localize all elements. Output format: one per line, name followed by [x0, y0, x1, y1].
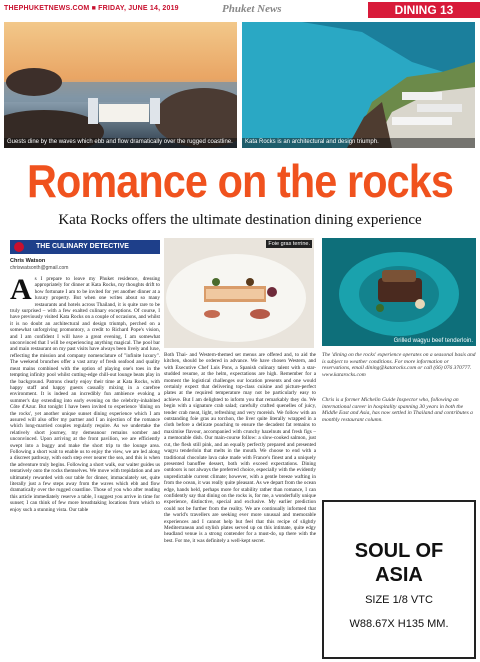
photo-caption: Grilled wagyu beef tenderloin.	[393, 338, 473, 344]
advert-box	[322, 500, 476, 659]
photo-foie-gras	[164, 238, 314, 348]
photo-caption: Kata Rocks is an architectural and design triumph.	[245, 139, 379, 145]
masthead-logo: Phuket News	[222, 3, 282, 15]
detective-icon	[14, 242, 24, 252]
photo-kata-rocks-aerial	[242, 22, 475, 148]
drop-cap: A	[10, 276, 32, 306]
photo-caption: Guests dine by the waves which ebb and flow dramatically over the rugged coastline.	[7, 139, 233, 145]
photo-wagyu-beef	[322, 238, 476, 346]
photo-dining-on-rocks	[4, 22, 237, 148]
section-tab: DINING 13	[368, 2, 480, 18]
header-dateline: THEPHUKETNEWS.COM ■ FRIDAY, JUNE 14, 2019	[4, 5, 179, 12]
advert-size: SIZE 1/8 VTC	[365, 594, 433, 606]
photo-label: Foie gras terrine.	[268, 241, 310, 247]
advert-title-2: ASIA	[375, 564, 423, 586]
author-name: Chris Watson	[10, 258, 46, 264]
article-column-1	[10, 276, 160, 658]
article-column-2	[164, 352, 316, 658]
headline: Romance on the rocks	[26, 155, 454, 207]
article-text-2: Both Thai- and Western-themed set menus are offered and, to aid the kitchen, should be ordered in advance. We have chosen Western, and with Executive Chef Luis Pons, a Spanish culinary talent with a star-studded resume, at the helm, expectations are high. Remember for a moment the logistical challenges our location presents and one would certainly expect that delivering top-class cuisine and picture-perfect plates at the required temperature may not be particularly easy to achieve. But I am delighted to inform you that remarkably they do. We begin with a signature crab salad; carefully crafted quenelles of juicy, tender crab meat, light, refreshing and very moreish. We follow with an outstanding foie gras au torchon, the liver quite literally wrapped in a cloth before a delicate poaching to ensure the decadent fat remains to maximise flavour, accompanied with crunchy hazelnuts and fresh figs – a memorable dish. Our main-course follow: a slow-cooked salmon, just cut, the flesh still pink, and an equally perfectly prepared and presented wagyu tenderloin that melts in the mouth. We choose to end with a traditional chocolate lava cake made with France's finest and a uniquely presented banoffee dessert, both with exceed expectations. Dining outdoors is not always the preferred choice, especially with the evidently unpredictable current climate; however, with a gentle breeze wafting in from the ocean, it was really quite pleasant. As we depart from the ocean edge, hands held, perhaps more for stability rather than romance, I can confidently say that dining on the rocks is, for me, a wonderfully unique experience, distinctive, special and exclusive. My earlier prediction could not be further from the reality. We are continually informed that the world's travellers are seeking ever more unusual and memorable experiences and I cannot help but feel that this recipe of slightly Mediterranean and stylish plates served up on this intimate, quite edgy headland venue is a strong contender for a must-do, up there with the best. For me, it was definitely a well-kept secret.	[164, 352, 316, 544]
column-badge-label: THE CULINARY DETECTIVE	[36, 243, 129, 250]
info-box: The 'dining on the rocks' experience operates on a seasonal basis and is subject to weather conditions. For more information or reservations, email dining@katarocks.com or call (66) 076 370777. www.katarocks.com	[322, 352, 476, 378]
page-header	[0, 0, 480, 20]
column-badge	[10, 240, 160, 254]
article-text-1: s I prepare to leave my Phuket residence, dressing appropriately for dinner at Kata Rocks, my thoughts drift to how fortunate I am to be invited for yet another dinner at a luxury property. But when one writes about so many restaurants and hotels across Thailand, it is quite rare to be truly surprised – with a few exalted culinary exceptions. Of course, I have previously visited Kata Rocks on a couple of occasions, and whilst it is no doubt an architectural and design triumph, perched on a somewhat unforgiving promontory, a credit to Richard Pope's vision, and I am confident I will have a great evening, I am somewhat unconvinced that I will be experiencing anything magical. The pool bar and main restaurant on my past visits have always been lively and luxe, reflecting the mission and company nomenclature of "infinite luxury". The weekend brunches offer a vast array of fresh seafood and quality meat mains combined with the option of playing one's toes in the tempting infinity pool whilst cutting-edge chill-out lounge beats play in the background. Patrons clearly enjoy their time at Kata Rocks, with happy staff and happy guests casually mixing in a carefree environment. It is indeed an incredibly fun ambience evoking a summer's day extending into early evening on the celebrity-inhabited Côte d'Azur. But tonight I have been invited to experience 'dining on the rocks', yet another unique sunset dining experience which I am assured will also offer my partner and I an injection of the romance which long-married couples regularly require. As we undertake the relatively short journey, my demeanour remains somber and unconvinced. Upon arriving at the front pavilion, we are efficiently swept into a buggy and make the short trip to the lounge area. Following a short wait to enable us to enjoy the view, we are led along a discreet pathway, with each step ever nearer the sea, and this is when the adventure truly begins. Following a short walk, our waiter guides us tentatively onto the rocks themselves. We move with trepidation and are ultimately rewarded with our table for dinner, immaculately set, quite literally just a few steps away from the waves which ebb and flow dramatically over the rugged coastline. Those of you who after reading this article immediately reserve a table, I suggest you arrive in time for sunset; I can think of few more breathtaking locations from which to enjoy such a stunning vista. Our table	[10, 276, 160, 513]
author-email: chriswatsonth@gmail.com	[10, 265, 69, 271]
advert-dimensions: W88.67X H135 MM.	[349, 618, 449, 630]
subheadline: Kata Rocks offers the ultimate destination dining experience	[58, 212, 422, 228]
author-bio: Chris is a former Michelin Guide Inspector who, following an international career in hospitality spanning 30 years in both the Middle East and Asia, has now settled in Thailand and contributes a monthly restaurant column.	[322, 397, 473, 423]
advert-title-1: SOUL OF	[354, 540, 444, 562]
